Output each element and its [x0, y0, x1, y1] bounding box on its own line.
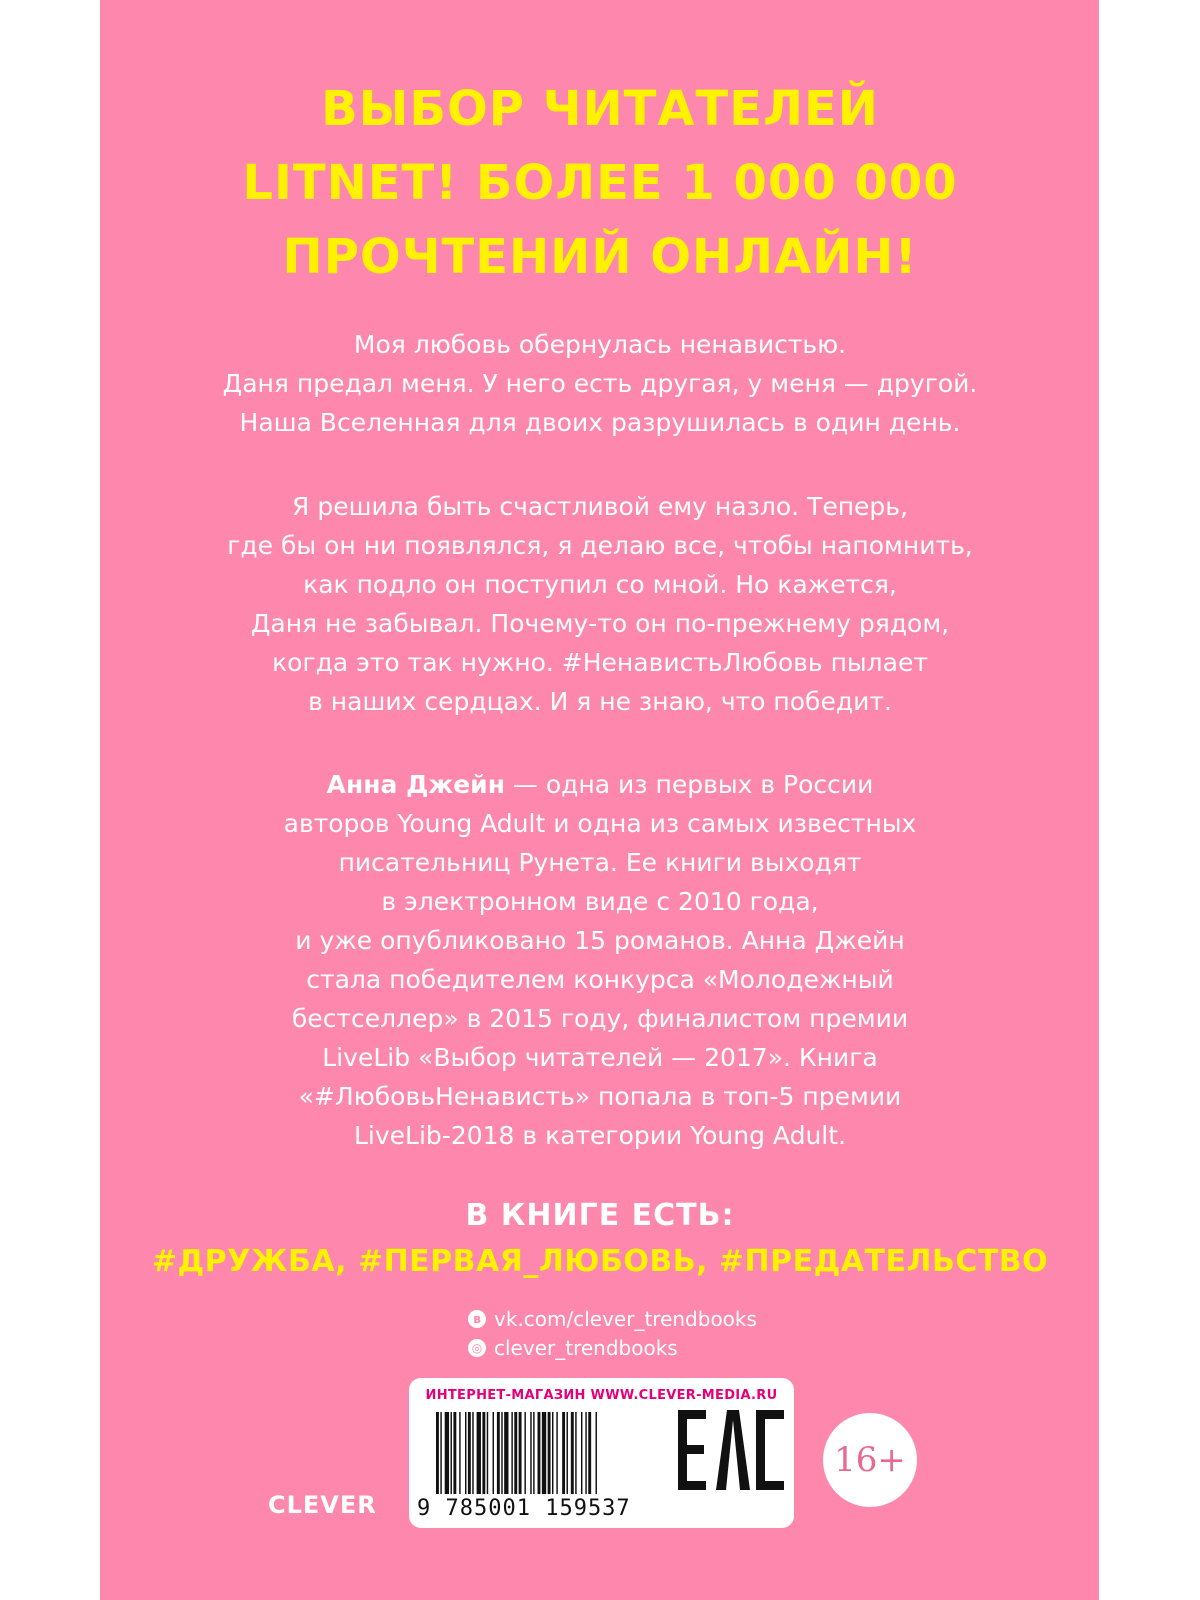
text-line: писательниц Рунета. Ее книги выходят — [338, 848, 862, 877]
headline-line: ВЫБОР ЧИТАТЕЛЕЙ — [321, 81, 879, 137]
author-name: Анна Джейн — [326, 770, 505, 799]
barcode-bar — [542, 1412, 546, 1494]
text-line: как подло он поступил со мной. Но кажется, — [303, 570, 897, 599]
social-instagram[interactable] — [468, 1335, 678, 1361]
text-span: — одна из первых в России — [504, 770, 874, 799]
barcode-bar — [493, 1412, 494, 1494]
shop-url[interactable]: ИНТЕРНЕТ-МАГАЗИН WWW.CLEVER-MEDIA.RU — [425, 1388, 778, 1403]
barcode-bar — [567, 1412, 568, 1494]
barcode-bar — [436, 1412, 439, 1494]
barcode-bar — [581, 1412, 582, 1494]
barcode-bar — [459, 1412, 460, 1494]
headline-line: ПРОЧТЕНИЙ ОНЛАЙН! — [282, 229, 918, 285]
author-bio — [0, 765, 1200, 1155]
barcode-bar — [472, 1412, 473, 1494]
barcode-bar — [451, 1412, 452, 1494]
text-line: в наших сердцах. И я не знаю, что победит. — [308, 687, 892, 716]
text-line: Я решила быть счастливой ему назло. Теперь, — [292, 492, 908, 521]
barcode-bar — [585, 1412, 586, 1494]
text-line: бестселлер» в 2015 году, финалистом премии — [291, 1004, 909, 1033]
annotation-paragraph-2 — [0, 487, 1200, 721]
barcode-bar — [571, 1412, 574, 1494]
text-line: и уже опубликовано 15 романов. Анна Джейн — [295, 926, 905, 955]
barcode-bar — [497, 1412, 500, 1494]
barcode-bar — [538, 1412, 541, 1494]
barcode-bar — [519, 1412, 522, 1494]
headline-line: LITNET! БОЛЕЕ 1 000 000 — [242, 155, 958, 211]
isbn-number: 9 785001 159537 — [417, 1496, 631, 1521]
barcode-bar — [465, 1412, 466, 1494]
vk-link[interactable]: vk.com/clever_trendbooks — [494, 1307, 757, 1331]
text-line: Моя любовь обернулась ненавистью. — [353, 330, 847, 359]
barcode-bar — [575, 1412, 576, 1494]
text-line — [0, 765, 1200, 804]
barcode-bar — [533, 1412, 534, 1494]
barcode-bar — [552, 1412, 553, 1494]
barcode-bar — [440, 1412, 441, 1494]
barcode-bar — [556, 1412, 557, 1494]
text-line: когда это так нужно. #НенавистьЛюбовь пылает — [272, 648, 928, 677]
barcode-bar — [501, 1412, 502, 1494]
instagram-link[interactable]: clever_trendbooks — [494, 1336, 678, 1360]
text-line: LiveLib «Выбор читателей — 2017». Книга — [322, 1043, 878, 1072]
barcode — [436, 1412, 666, 1494]
text-line: где бы он ни появлялся, я делаю все, чтобы напомнить, — [227, 531, 973, 560]
eac-mark-icon — [676, 1408, 786, 1492]
vk-icon: в — [468, 1310, 486, 1328]
barcode-bar — [468, 1412, 471, 1494]
text-line: авторов Young Adult и одна из самых известных — [283, 809, 917, 838]
barcode-bar — [562, 1412, 565, 1494]
barcode-bar — [482, 1412, 485, 1494]
social-vk[interactable] — [468, 1306, 757, 1332]
barcode-bar — [530, 1412, 531, 1494]
age-rating-badge: 16+ — [823, 1413, 917, 1507]
text-line: в электронном виде с 2010 года, — [381, 887, 819, 916]
text-line: Наша Вселенная для двоих разрушилась в один день. — [239, 408, 961, 437]
barcode-bar — [588, 1412, 591, 1494]
barcode-bar — [504, 1412, 508, 1494]
barcode-bar — [453, 1412, 456, 1494]
instagram-icon: ◎ — [468, 1339, 486, 1357]
barcode-bar — [477, 1412, 481, 1494]
barcode-bar — [524, 1412, 525, 1494]
text-line: Даня не забывал. Почему-то он по-прежнему рядом, — [250, 609, 950, 638]
barcode-bar — [548, 1412, 551, 1494]
tags-list: #ДРУЖБА, #ПЕРВАЯ_ЛЮБОВЬ, #ПРЕДАТЕЛЬСТВО — [151, 1244, 1049, 1279]
text-line: Даня предал меня. У него есть другая, у меня — другой. — [222, 369, 978, 398]
barcode-panel — [409, 1378, 794, 1528]
text-line: стала победителем конкурса «Молодежный — [306, 965, 894, 994]
barcode-bar — [596, 1412, 597, 1494]
publisher-logo: CLEVER — [268, 1491, 377, 1519]
headline — [0, 72, 1200, 294]
barcode-bar — [514, 1412, 517, 1494]
barcode-bar — [445, 1412, 449, 1494]
text-line: LiveLib-2018 в категории Young Adult. — [354, 1121, 846, 1150]
text-line: «#ЛюбовьНенависть» попала в топ-5 премии — [298, 1082, 902, 1111]
barcode-bar — [487, 1412, 488, 1494]
annotation-paragraph-1 — [0, 325, 1200, 442]
barcode-bar — [511, 1412, 512, 1494]
tags-title: В КНИГЕ ЕСТЬ: — [465, 1198, 735, 1233]
